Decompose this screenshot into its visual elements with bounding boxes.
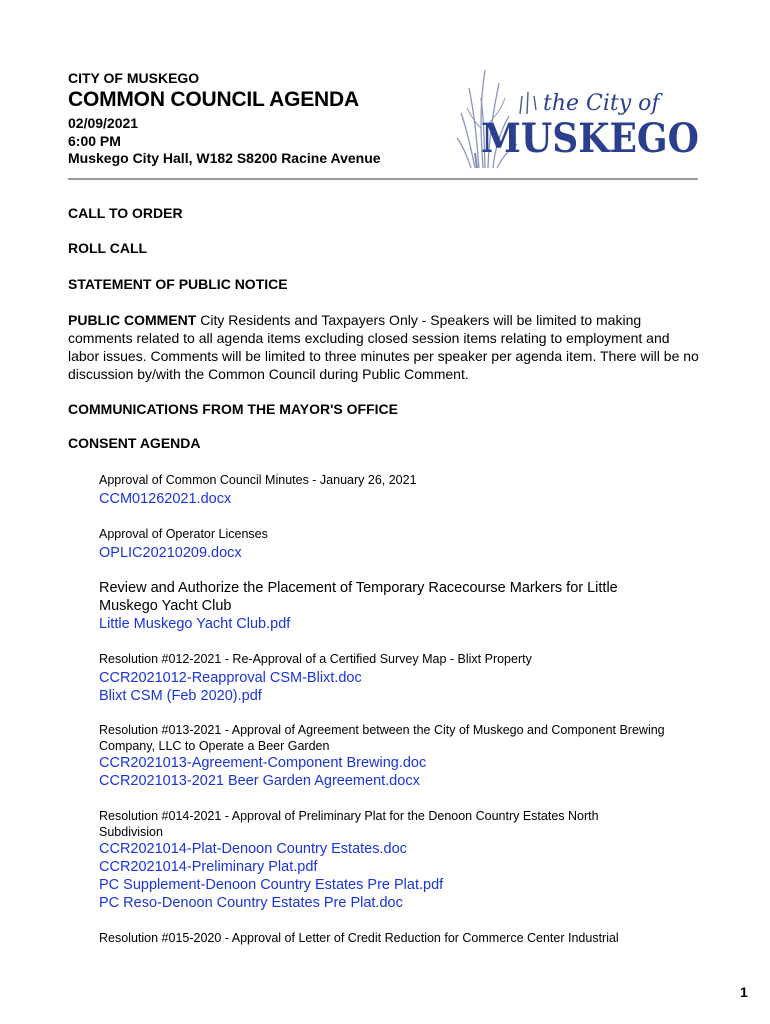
- public-comment-heading: PUBLIC COMMENT: [68, 312, 197, 328]
- org-name: CITY OF MUSKEGO: [68, 70, 200, 86]
- call-to-order-heading: CALL TO ORDER: [68, 205, 183, 221]
- consent-item: [99, 526, 699, 562]
- attachment-link[interactable]: CCM01262021.docx: [99, 491, 232, 507]
- consent-agenda-heading: CONSENT AGENDA: [68, 435, 201, 451]
- attachment-link[interactable]: CCR2021014-Preliminary Plat.pdf: [99, 859, 318, 875]
- logo-tagline: the City of: [543, 91, 660, 116]
- consent-item: [99, 722, 679, 790]
- item-description: Approval of Common Council Minutes - January 26, 2021: [99, 473, 417, 487]
- attachment-link[interactable]: Little Muskego Yacht Club.pdf: [99, 616, 291, 632]
- meeting-time: 6:00 PM: [68, 133, 121, 149]
- header-divider: [68, 178, 698, 180]
- public-notice-heading: STATEMENT OF PUBLIC NOTICE: [68, 276, 288, 292]
- roll-call-heading: ROLL CALL: [68, 240, 148, 256]
- public-comment-paragraph: [68, 311, 703, 383]
- item-description: Approval of Operator Licenses: [99, 527, 268, 541]
- item-description: Resolution #014-2021 - Approval of Preliminary Plat for the Denoon Country Estates North Subdivision: [99, 809, 599, 839]
- attachment-link[interactable]: PC Supplement-Denoon Country Estates Pre Plat.pdf: [99, 877, 444, 893]
- attachment-link[interactable]: PC Reso-Denoon Country Estates Pre Plat.doc: [99, 895, 403, 911]
- page-number: 1: [740, 984, 748, 1000]
- meeting-location: Muskego City Hall, W182 S8200 Racine Avenue: [68, 150, 381, 166]
- meeting-date: 02/09/2021: [68, 115, 139, 131]
- consent-item: [99, 930, 699, 946]
- public-comment-text: City Residents and Taxpayers Only - Speakers will be limited to making comments related to all agenda items excluding closed session items relating to employment and labor issues. Comments will be limited to three minutes per speaker per agenda item. There will be no discussion by/with the Common Council during Public Comment.: [68, 312, 699, 382]
- attachment-link[interactable]: CCR2021014-Plat-Denoon Country Estates.doc: [99, 841, 407, 857]
- item-description: Resolution #015-2020 - Approval of Letter of Credit Reduction for Commerce Center Industrial: [99, 931, 619, 945]
- item-description: Review and Authorize the Placement of Temporary Racecourse Markers for Little Muskego Yacht Club: [99, 580, 618, 614]
- attachment-link[interactable]: OPLIC20210209.docx: [99, 545, 242, 561]
- item-description: Resolution #012-2021 - Re-Approval of a Certified Survey Map - Blixt Property: [99, 652, 532, 666]
- attachment-link[interactable]: CCR2021012-Reapproval CSM-Blixt.doc: [99, 670, 362, 686]
- mayor-communications-heading: COMMUNICATIONS FROM THE MAYOR'S OFFICE: [68, 401, 398, 417]
- consent-item: [99, 651, 699, 705]
- page-title: COMMON COUNCIL AGENDA: [68, 88, 359, 111]
- attachment-link[interactable]: Blixt CSM (Feb 2020).pdf: [99, 688, 262, 704]
- attachment-link[interactable]: CCR2021013-2021 Beer Garden Agreement.docx: [99, 773, 420, 789]
- item-description: Resolution #013-2021 - Approval of Agreement between the City of Muskego and Component Brewing Company, LLC to Operate a Beer Garden: [99, 723, 665, 753]
- consent-item: [99, 579, 659, 633]
- consent-item: [99, 808, 654, 912]
- consent-item: [99, 472, 699, 508]
- city-logo: [455, 68, 705, 173]
- attachment-link[interactable]: CCR2021013-Agreement-Component Brewing.doc: [99, 755, 427, 771]
- logo-name: MUSKEGO: [481, 115, 699, 162]
